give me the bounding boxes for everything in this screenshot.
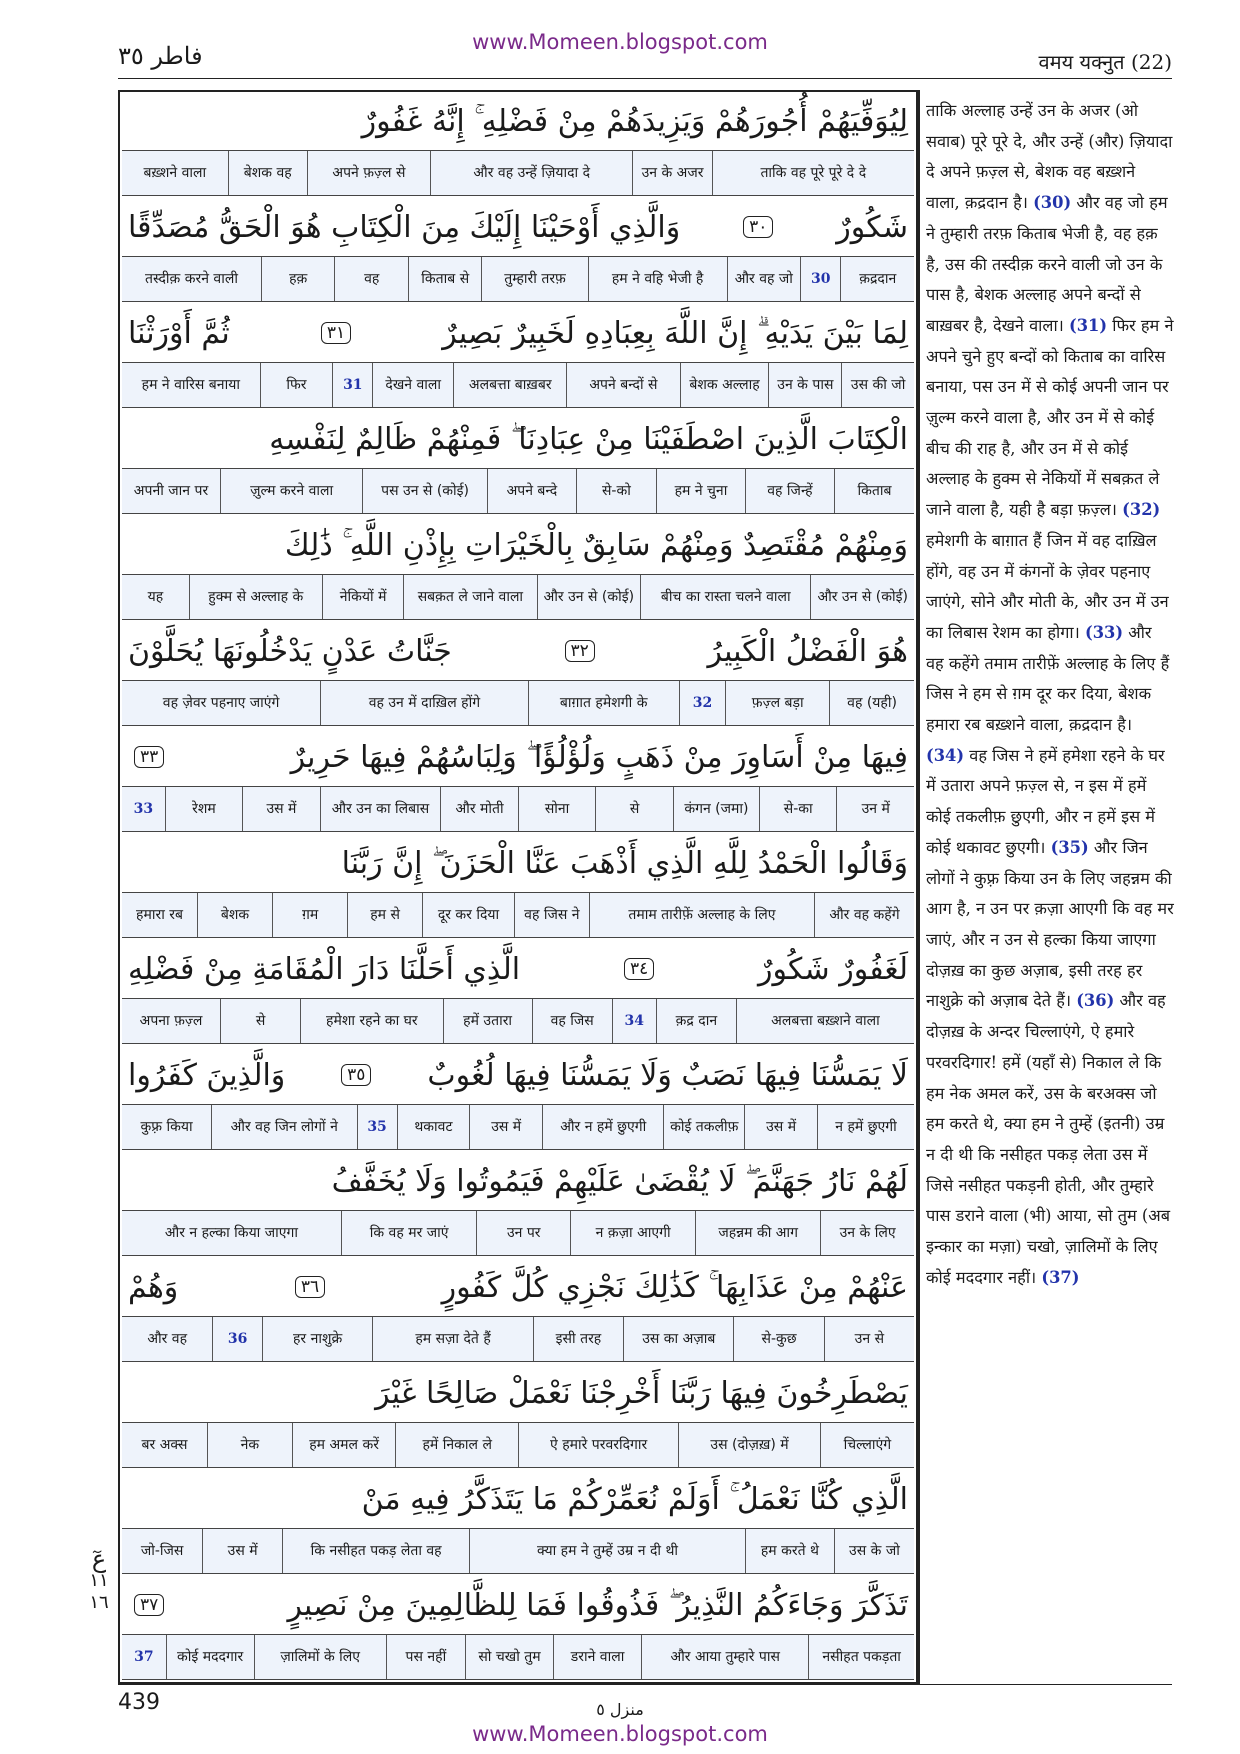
- arabic-text: عَنْهُمْ مِنْ عَذَابِهَا ۚ كَذَٰلِكَ نَجْزِي كُلَّ كَفُورٍ: [441, 1269, 908, 1305]
- word-meaning-grid: [122, 1422, 914, 1468]
- word-meaning-cell: उन में: [836, 787, 914, 831]
- verse-number-marker: ٣٠: [743, 216, 773, 238]
- arabic-text: هُوَ الْفَضْلُ الْكَبِيرُ: [707, 633, 908, 669]
- word-meaning-cell: और आया तुम्हारे पास: [641, 1635, 808, 1679]
- word-meaning-cell: उन पर: [476, 1211, 570, 1255]
- arabic-verse-line: [122, 1046, 914, 1104]
- header-rule: [118, 78, 1172, 79]
- word-meaning-cell: थकावट: [397, 1105, 470, 1149]
- word-meaning-cell: उन के अजर: [632, 151, 711, 195]
- column-divider: [918, 90, 920, 1684]
- word-meaning-cell: नसीहत पकड़ता: [808, 1635, 914, 1679]
- word-meaning-cell: उस में: [242, 787, 320, 831]
- site-url-bottom[interactable]: www.Momeen.blogspot.com: [472, 1722, 768, 1746]
- arabic-text-continued: جَنَّاتُ عَدْنٍ يَدْخُلُونَهَا يُحَلَّوْنَ: [128, 633, 452, 669]
- word-meaning-cell: ताकि वह पूरे पूरे दे दे: [712, 151, 914, 195]
- word-meaning-cell: उस (दोज़ख़) में: [678, 1423, 819, 1467]
- arabic-text-continued: الَّذِي أَحَلَّنَا دَارَ الْمُقَامَةِ مِنْ فَضْلِهِ: [128, 951, 521, 987]
- word-meaning-cell: उस की जो: [841, 363, 914, 407]
- word-meaning-cell: न क़ज़ा आएगी: [570, 1211, 695, 1255]
- word-meaning-cell: और न हमें छुएगी: [542, 1105, 663, 1149]
- translation-verse-number: (34): [926, 745, 965, 765]
- word-meaning-cell: और वह जिन लोगों ने: [211, 1105, 357, 1149]
- word-meaning-cell: सोना: [518, 787, 596, 831]
- translation-text: और जिन लोगों ने कुफ़्र किया उन के लिए जहन्नम की आग है, न उन पर क़ज़ा आएगी कि वह मर जाएं, और न उन से हल्का किया जाएगा दोज़ख़ का कुछ अज़ाब, इसी तरह हर नाशुक्रे को अज़ाब देते हैं।: [926, 837, 1174, 1011]
- translation-text: ताकि अल्लाह उन्हें उन के अजर (ओ सवाब) पूरे पूरे दे, और उन्हें (और) ज़ियादा दे अपने फ़ज़्ल से, बेशक वह बख़्शने वाला, क़द्रदान है।: [926, 101, 1173, 213]
- word-meaning-cell: कोई तकलीफ़: [663, 1105, 744, 1149]
- word-meaning-cell: से: [220, 999, 300, 1043]
- arabic-verse-line: [122, 92, 914, 150]
- word-meaning-grid: [122, 1528, 914, 1574]
- word-meaning-cell: बेशक अल्लाह: [680, 363, 769, 407]
- site-url-top[interactable]: www.Momeen.blogspot.com: [472, 30, 768, 54]
- word-meaning-cell: हमेशा रहने का घर: [300, 999, 442, 1043]
- word-meaning-cell: हम ने वहि भेजी है: [588, 257, 727, 301]
- word-meaning-cell: उस में: [202, 1529, 282, 1573]
- ruku-mark: [84, 1545, 114, 1614]
- word-meaning-cell: वह (यही): [829, 681, 914, 725]
- word-meaning-grid: [122, 1210, 914, 1256]
- arabic-verse-line: [122, 1364, 914, 1422]
- word-meaning-cell: और उन का लिबास: [320, 787, 441, 831]
- word-meaning-cell: अलबत्ता बख़्शने वाला: [736, 999, 914, 1043]
- word-meaning-cell: हम सज़ा देते हैं: [372, 1317, 533, 1361]
- arabic-text: تَذَكَّرَ وَجَاءَكُمُ النَّذِيرُ ۖ فَذُوقُوا فَمَا لِلظَّالِمِينَ مِنْ نَصِيرٍ: [287, 1587, 908, 1623]
- word-meaning-cell: जो-जिस: [140, 1543, 184, 1559]
- word-meaning-cell: और वह उन्हें ज़ियादा दे: [430, 151, 632, 195]
- translation-column: [926, 96, 1174, 1293]
- word-meaning-cell: हर नाशुक्रे: [262, 1317, 372, 1361]
- arabic-text: لَهُمْ نَارُ جَهَنَّمَ ۖ لَا يُقْضَىٰ عَلَيْهِمْ فَيَمُوتُوا وَلَا يُخَفَّفُ: [331, 1163, 908, 1199]
- word-meaning-cell: सबक़त ले जाने वाला: [403, 575, 536, 619]
- word-meaning-grid: [122, 892, 914, 938]
- word-meaning-cell: तस्दीक़ करने वाली: [145, 271, 238, 287]
- word-meaning-cell: जहन्नम की आग: [695, 1211, 820, 1255]
- arabic-text-continued: وَالَّذِينَ كَفَرُوا: [128, 1057, 286, 1093]
- word-meaning-cell: किताब: [834, 469, 914, 513]
- word-meaning-cell: डराने वाला: [553, 1635, 641, 1679]
- word-meaning-cell: से-को: [576, 469, 656, 513]
- word-meaning-cell: हम से: [347, 893, 422, 937]
- para-label: वमय यक्नुत (22): [1038, 50, 1172, 74]
- translation-text: फिर हम ने अपने चुने हुए बन्दों को किताब का वारिस बनाया, पस उन में से कोई अपनी जान पर ज़ुल्म करने वाला है, और उन में से कोई बीच की राह है, और उन में से कोई अल्लाह के हुक्म से नेकियों में सबक़त ले जाने वाला है, यही है बड़ा फ़ज़्ल।: [926, 315, 1174, 520]
- arabic-text: شَكُورٌ: [836, 209, 908, 245]
- word-meaning-cell: हम अमल करें: [292, 1423, 396, 1467]
- arabic-text: الْكِتَابَ الَّذِينَ اصْطَفَيْنَا مِنْ عِبَادِنَا ۖ فَمِنْهُمْ ظَالِمٌ لِنَفْسِهِ: [269, 421, 908, 457]
- arabic-verse-line: [122, 1152, 914, 1210]
- word-meaning-cell: पस नहीं: [386, 1635, 465, 1679]
- word-meaning-cell: हुक्म से अल्लाह के: [189, 575, 322, 619]
- verse-number-marker: ٣٧: [134, 1594, 164, 1616]
- arabic-verse-line: [122, 1470, 914, 1528]
- arabic-verse-line: [122, 516, 914, 574]
- word-meaning-cell: उन के पास: [768, 363, 841, 407]
- word-meaning-cell: हमारा रब: [136, 907, 184, 923]
- word-meaning-grid: [122, 150, 914, 196]
- manzil-label: منزل ٥: [596, 1700, 644, 1719]
- verse-number-marker: ٣٥: [341, 1064, 371, 1086]
- word-meaning-cell: उन के लिए: [820, 1211, 914, 1255]
- word-meaning-cell: ज़ालिमों के लिए: [254, 1635, 386, 1679]
- word-meaning-cell: कि नसीहत पकड़ लेता वह: [282, 1529, 469, 1573]
- translation-verse-number: (31): [1069, 315, 1108, 335]
- verse-number-cell: 34: [612, 999, 656, 1043]
- word-meaning-cell: अपनी जान पर: [133, 483, 209, 499]
- word-meaning-cell: कुफ़्र किया: [140, 1119, 193, 1135]
- verse-number-marker: ٣١: [321, 322, 351, 344]
- ruku-symbol: عٓ: [91, 1545, 107, 1573]
- word-meaning-cell: और उन से (कोई): [810, 575, 914, 619]
- word-meaning-cell: उस में: [744, 1105, 817, 1149]
- word-meaning-cell: हमें उतारा: [443, 999, 532, 1043]
- translation-paragraph: [926, 838, 1174, 1011]
- word-meaning-cell: उस में: [469, 1105, 542, 1149]
- word-meaning-grid: [122, 1316, 914, 1362]
- arabic-text: لَا يَمَسُّنَا فِيهَا نَصَبٌ وَلَا يَمَسُّنَا فِيهَا لُغُوبٌ: [427, 1057, 908, 1093]
- word-meaning-cell: कंगन (जमा): [673, 787, 759, 831]
- arabic-text: الَّذِي كُنَّا نَعْمَلُ ۚ أَوَلَمْ نُعَمِّرْكُمْ مَا يَتَذَكَّرُ فِيهِ مَنْ: [361, 1481, 908, 1517]
- word-meaning-cell: यह: [147, 589, 164, 605]
- word-meaning-cell: देखने वाला: [372, 363, 453, 407]
- word-meaning-cell: वह जिस ने: [514, 893, 589, 937]
- word-meaning-cell: ग़म: [272, 893, 347, 937]
- word-meaning-cell: बर अक्स: [141, 1437, 188, 1453]
- word-meaning-cell: कोई मददगार: [166, 1635, 254, 1679]
- arabic-text: لِمَا بَيْنَ يَدَيْهِ ۗ إِنَّ اللَّهَ بِعِبَادِهِ لَخَبِيرٌ بَصِيرٌ: [442, 315, 908, 351]
- word-meaning-cell: कि वह मर जाएं: [341, 1211, 476, 1255]
- word-meaning-cell: बेशक: [197, 893, 272, 937]
- word-meaning-cell: और वह: [147, 1331, 188, 1347]
- word-meaning-cell: ज़ुल्म करने वाला: [220, 469, 362, 513]
- word-meaning-cell: न हमें छुएगी: [817, 1105, 914, 1149]
- arabic-text-continued: وَهُمْ: [128, 1269, 179, 1305]
- word-meaning-cell: उस के जो: [834, 1529, 914, 1573]
- word-meaning-grid: [122, 362, 914, 408]
- word-meaning-grid: [122, 680, 914, 726]
- arabic-text-continued: وَالَّذِي أَوْحَيْنَا إِلَيْكَ مِنَ الْكِتَابِ هُوَ الْحَقُّ مُصَدِّقًا: [128, 209, 681, 245]
- word-meaning-cell: सो चखो तुम: [465, 1635, 553, 1679]
- word-meaning-cell: क्या हम ने तुम्हें उम्र न दी थी: [469, 1529, 745, 1573]
- translation-verse-number: (30): [1033, 193, 1072, 213]
- arabic-text: وَمِنْهُمْ مُقْتَصِدٌ وَمِنْهُمْ سَابِقٌ بِالْخَيْرَاتِ بِإِذْنِ اللَّهِ ۚ ذَٰلِكَ: [284, 527, 908, 563]
- translation-verse-number: (36): [1076, 991, 1115, 1011]
- word-meaning-cell: अपने फ़ज़्ल से: [307, 151, 430, 195]
- word-meaning-cell: ऐ हमारे परवरदिगार: [518, 1423, 678, 1467]
- word-meaning-cell: पस उन से (कोई): [362, 469, 487, 513]
- translation-text: वह जिस ने हमें हमेशा रहने के घर में उतारा अपने फ़ज़्ल से, न इस में हमें कोई तकलीफ़ छुएगी, और न हमें इस में कोई थकावट छुएगी।: [926, 745, 1165, 857]
- arabic-text: لِيُوَفِّيَهُمْ أُجُورَهُمْ وَيَزِيدَهُمْ مِنْ فَضْلِهِ ۚ إِنَّهُ غَفُورٌ: [361, 103, 908, 139]
- translation-paragraph: [926, 991, 1170, 1286]
- verse-number-cell: 30: [800, 257, 840, 301]
- word-meaning-cell: नेकियों में: [322, 575, 403, 619]
- arabic-verse-line: [122, 940, 914, 998]
- word-meaning-cell: फिर: [260, 363, 333, 407]
- word-meaning-grid: [122, 256, 914, 302]
- word-meaning-cell: बाग़ात हमेशगी के: [528, 681, 679, 725]
- arabic-verse-line: [122, 410, 914, 468]
- word-meaning-cell: से-कुछ: [733, 1317, 823, 1361]
- word-meaning-cell: से-का: [759, 787, 837, 831]
- word-meaning-cell: बख़्शने वाला: [143, 165, 207, 181]
- translation-text: और वह जो हम ने तुम्हारी तरफ़ किताब भेजी है, वह हक़ है, उस की तस्दीक़ करने वाली जो उन के पास है, बेशक अल्लाह अपने बन्दों से बाख़बर है, देखने वाला।: [926, 193, 1168, 335]
- word-meaning-cell: हम ने चुना: [656, 469, 745, 513]
- translation-verse-number: (35): [1050, 837, 1089, 857]
- word-meaning-cell: अपने बन्दों से: [566, 363, 679, 407]
- word-meaning-cell: किताब से: [408, 257, 482, 301]
- ruku-verse-count: ١٦: [89, 1592, 109, 1613]
- word-meaning-cell: बीच का रास्ता चलने वाला: [640, 575, 810, 619]
- word-meaning-cell: तमाम तारीफ़ें अल्लाह के लिए: [589, 893, 814, 937]
- word-meaning-cell: और वह कहेंगे: [814, 893, 914, 937]
- word-meaning-grid: [122, 786, 914, 832]
- translation-text: हमेशगी के बाग़ात हैं जिन में वह दाख़िल होंगे, वह उन में कंगनों के ज़ेवर पहनाए जाएंगे, सोने और मोती के, और उन में उन का लिबास रेशम का होगा।: [926, 530, 1169, 642]
- word-meaning-cell: हमें निकाल ले: [395, 1423, 518, 1467]
- word-meaning-cell: रेशम: [165, 787, 243, 831]
- verse-number-marker: ٣٢: [565, 640, 595, 662]
- word-meaning-cell: बेशक वह: [228, 151, 307, 195]
- page-number: 439: [118, 1690, 160, 1715]
- arabic-verse-line: [122, 1576, 914, 1634]
- translation-paragraph: [926, 623, 1169, 765]
- arabic-text: لَغَفُورٌ شَكُورٌ: [758, 951, 908, 987]
- translation-paragraph: [926, 316, 1173, 519]
- word-meaning-cell: वह: [334, 257, 408, 301]
- verse-number-marker: ٣٣: [134, 746, 164, 768]
- word-meaning-cell: फ़ज़्ल बड़ा: [725, 681, 829, 725]
- footer-rule: [118, 1684, 1172, 1685]
- word-meaning-cell: और न हल्का किया जाएगा: [164, 1225, 299, 1241]
- arabic-verse-line: [122, 198, 914, 256]
- verse-number-cell: 35: [357, 1105, 397, 1149]
- word-meaning-grid: [122, 574, 914, 620]
- word-meaning-cell: दूर कर दिया: [422, 893, 514, 937]
- verse-number-cell: 31: [332, 363, 372, 407]
- word-meaning-cell: इसी तरह: [533, 1317, 623, 1361]
- translation-verse-number: (32): [1122, 500, 1161, 520]
- word-meaning-cell: नेक: [207, 1423, 292, 1467]
- word-meaning-cell: तुम्हारी तरफ़: [481, 257, 587, 301]
- translation-paragraph: [926, 193, 1168, 335]
- word-meaning-cell: उन से: [824, 1317, 914, 1361]
- arabic-verse-line: [122, 834, 914, 892]
- arabic-text: وَقَالُوا الْحَمْدُ لِلَّهِ الَّذِي أَذْهَبَ عَنَّا الْحَزَنَ ۖ إِنَّ رَبَّنَا: [341, 845, 908, 881]
- word-meaning-cell: चिल्लाएंगे: [820, 1423, 914, 1467]
- translation-verse-number: (37): [1041, 1267, 1080, 1287]
- word-meaning-cell: उस का अज़ाब: [623, 1317, 733, 1361]
- arabic-verse-line: [122, 304, 914, 362]
- word-meaning-grid: [122, 468, 914, 514]
- word-meaning-cell: वह उन में दाख़िल होंगे: [320, 681, 528, 725]
- word-meaning-cell: वह ज़ेवर पहनाए जाएंगे: [162, 695, 280, 711]
- word-meaning-cell: अपना फ़ज़्ल: [139, 1013, 203, 1029]
- word-meaning-cell: से: [595, 787, 673, 831]
- word-meaning-grid: [122, 1104, 914, 1150]
- word-meaning-grid: [122, 998, 914, 1044]
- translation-text: और वह दोज़ख़ के अन्दर चिल्लाएंगे, ऐ हमारे परवरदिगार! हमें (यहाँ से) निकाल ले कि हम नेक अमल करें, उस के बरअक्स जो हम करते थे, क्या हम ने तुम्हें (इतनी) उम्र न दी थी कि नसीहत पकड़ लेता उस में जिसे नसीहत पकड़नी होती, और तुम्हारे पास डराने वाला (भी) आया, सो तुम (अब इन्कार का मज़ा) चखो, ज़ालिमों के लिए कोई मददगार नहीं।: [926, 991, 1171, 1287]
- arabic-text-continued: ثُمَّ أَوْرَثْنَا: [128, 315, 230, 351]
- word-meaning-cell: क़द्रदान: [840, 257, 914, 301]
- word-meaning-cell: और उन से (कोई): [537, 575, 641, 619]
- verse-number-cell: 36: [212, 1317, 262, 1361]
- arabic-verse-line: [122, 728, 914, 786]
- word-meaning-cell: हम ने वारिस बनाया: [141, 377, 240, 393]
- arabic-text: يَصْطَرِخُونَ فِيهَا رَبَّنَا أَخْرِجْنَا نَعْمَلْ صَالِحًا غَيْرَ: [375, 1375, 908, 1411]
- word-meaning-cell: अलबत्ता बाख़बर: [453, 363, 566, 407]
- translation-verse-number: (33): [1084, 622, 1124, 642]
- surah-label: فاطر ٣٥: [118, 42, 203, 70]
- word-meaning-cell: वह जिस: [532, 999, 612, 1043]
- verse-number-cell: 37: [134, 1649, 154, 1665]
- translation-text: और वह कहेंगे तमाम तारीफ़ें अल्लाह के लिए हैं जिस ने हम से ग़म दूर कर दिया, बेशक हमारा रब बख़्शने वाला, क़द्रदान है।: [926, 622, 1170, 735]
- verse-number-marker: ٣٤: [624, 958, 654, 980]
- word-meaning-cell: और मोती: [440, 787, 518, 831]
- ruku-number: ١١: [89, 1570, 109, 1591]
- arabic-text: فِيهَا مِنْ أَسَاوِرَ مِنْ ذَهَبٍ وَلُؤْلُؤًا ۖ وَلِبَاسُهُمْ فِيهَا حَرِيرٌ: [290, 739, 908, 775]
- arabic-verse-line: [122, 622, 914, 680]
- word-meaning-cell: वह जिन्हें: [745, 469, 834, 513]
- verse-number-cell: 32: [679, 681, 726, 725]
- verse-number-cell: 33: [133, 801, 154, 817]
- arabic-verse-line: [122, 1258, 914, 1316]
- word-meaning-cell: हक़: [261, 257, 335, 301]
- word-meaning-cell: और वह जो: [727, 257, 801, 301]
- word-meaning-cell: अपने बन्दे: [487, 469, 576, 513]
- word-meaning-cell: हम करते थे: [745, 1529, 834, 1573]
- word-meaning-cell: क़द्र दान: [656, 999, 736, 1043]
- verse-number-marker: ٣٦: [295, 1276, 325, 1298]
- word-meaning-grid: [122, 1634, 914, 1680]
